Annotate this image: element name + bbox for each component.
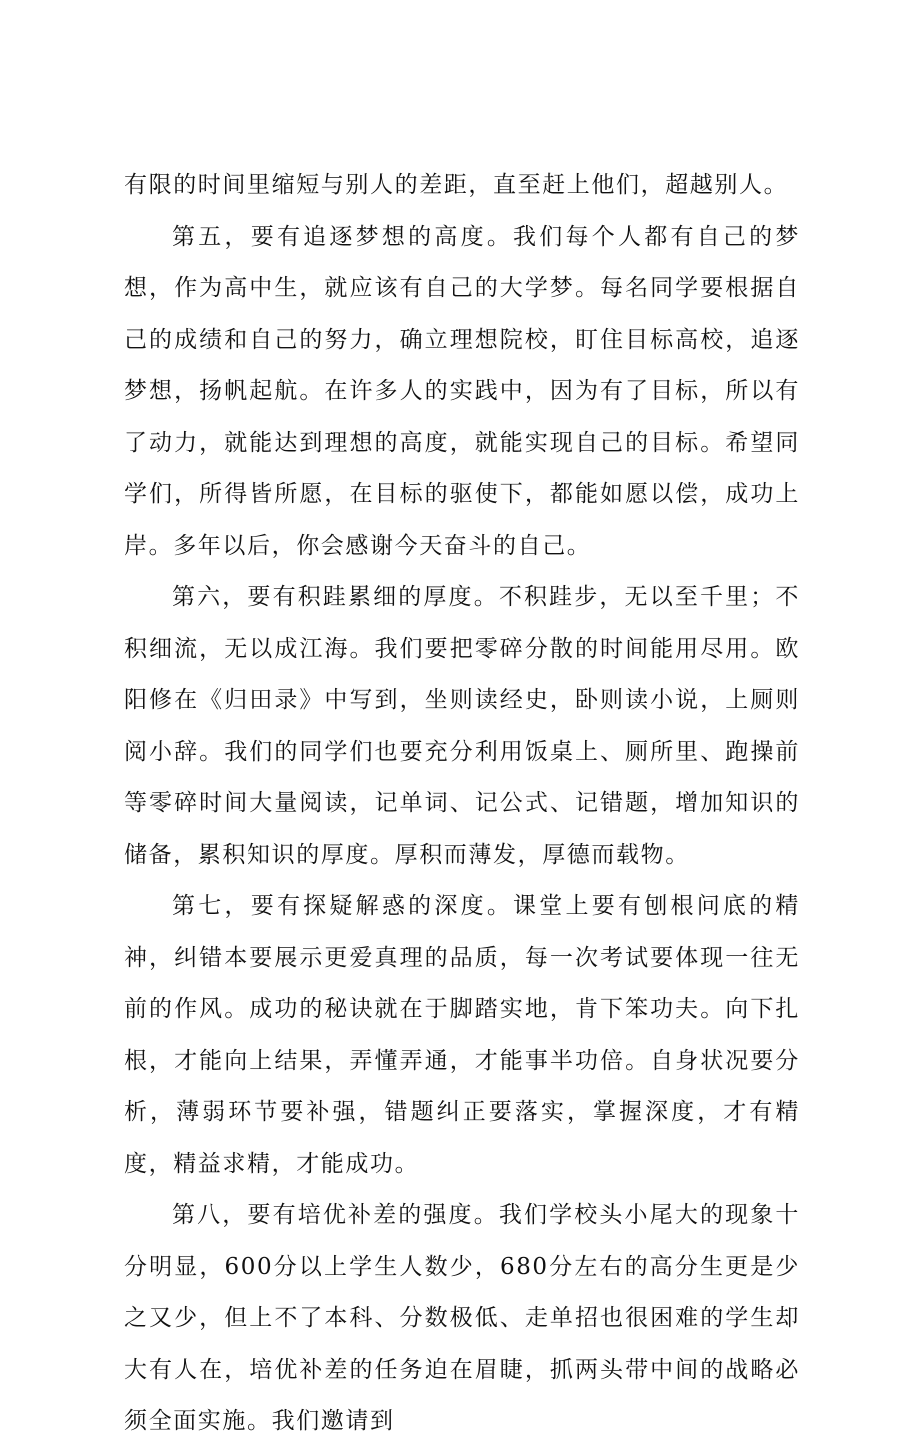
paragraph-seventh: 第七，要有探疑解惑的深度。课堂上要有刨根问底的精神，纠错本要展示更爱真理的品质，每一次考试要体现一往无前的作风。成功的秘诀就在于脚踏实地，肯下笨功夫。向下扎根，才能向上结果，弄懂弄通，才能事半功倍。自身状况要分析，薄弱环节要补强，错题纠正要落实，掌握深度，才有精度，精益求精，才能成功。 — [124, 893, 800, 1177]
paragraph-eighth: 第八，要有培优补差的强度。我们学校头小尾大的现象十分明显，600分以上学生人数少，680分左右的高分生更是少之又少，但上不了本科、分数极低、走单招也很困难的学生却大有人在，培优补差的任务迫在眉睫，抓两头带中间的战略必须全面实施。我们邀请到 — [124, 1202, 800, 1434]
paragraph-sixth: 第六，要有积跬累细的厚度。不积跬步，无以至千里；不积细流，无以成江海。我们要把零碎分散的时间能用尽用。欧阳修在《归田录》中写到，坐则读经史，卧则读小说，上厕则阅小辞。我们的同学们也要充分利用饭桌上、厕所里、跑操前等零碎时间大量阅读，记单词、记公式、记错题，增加知识的储备，累积知识的厚度。厚积而薄发，厚德而载物。 — [124, 584, 800, 868]
paragraph-continuation: 有限的时间里缩短与别人的差距，直至赶上他们，超越别人。 — [124, 172, 789, 198]
paragraph-fifth: 第五，要有追逐梦想的高度。我们每个人都有自己的梦想，作为高中生，就应该有自己的大学梦。每名同学要根据自己的成绩和自己的努力，确立理想院校，盯住目标高校，追逐梦想，扬帆起航。在许多人的实践中，因为有了目标，所以有了动力，就能达到理想的高度，就能实现自己的目标。希望同学们，所得皆所愿，在目标的驱使下，都能如愿以偿，成功上岸。多年以后，你会感谢今天奋斗的自己。 — [124, 223, 800, 559]
body-text — [124, 160, 800, 1448]
